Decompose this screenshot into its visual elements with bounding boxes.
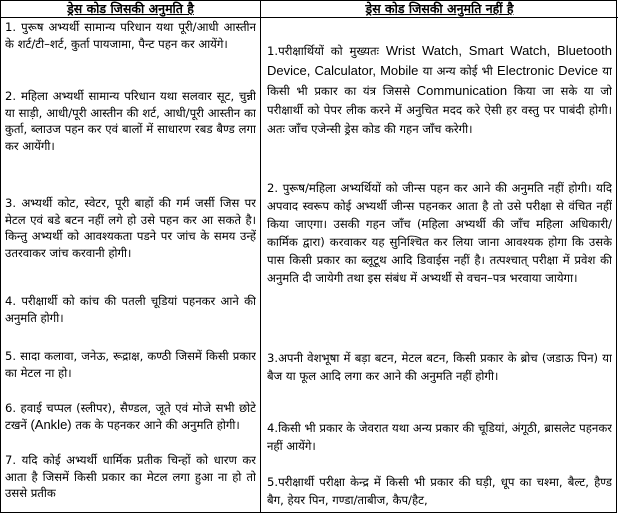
allowed-item-3: 3. अभ्यर्थी कोट, स्वेटर, पूरी बाहों की गर्म जर्सी जिस पर मेटल एवं बडे बटन नहीं लगे हो उसे पहन कर आ सकते है। किन्तु अभ्यर्थी को आवश्यकता पडने पर जांच के समय उन्हें उतरवाकर जांच करवानी होगी। [5,196,256,260]
not-allowed-item-2: 2. पुरूष/महिला अभ्यर्थियों को जीन्स पहन कर आने की अनुमति नहीं होगी। यदि अपवाद स्वरूप कोई अभ्यर्थी जीन्स पहनकर आता है तो उसे परीक्षा से वंचित नहीं किया जाएगा। उसकी गहन जाँच (महिला अभ्यर्थी की जाँच महिला अधिकारी/कार्मिक द्वारा) करवाकर यह सुनिश्चित कर लिया जाना आवश्यक होगा कि उसके पास किसी प्रकार का ब्लूटूथ आदि डिवाईस नहीं है। तत्पश्चात् परीक्षा में प्रवेश की अनुमति दी जायेगी तथा इस संबंध में अभ्यर्थी से वचन–पत्र भरवाया जायेगा। [267,181,612,285]
allowed-item-7: 7. यदि कोई अभ्यर्थी धार्मिक प्रतीक चिन्हों को धारण कर आता है जिसमें किसी प्रकार का मेटल लगा हुआ ना हो तो उससे प्रतीक [5,453,256,500]
allowed-item-1: 1. पुरूष अभ्यर्थी सामान्य परिधान यथा पूरी/आधी आस्तीन के शर्ट/टी–शर्ट, कुर्ता पायजामा, पैन्ट पहन कर आयेंगे। [5,20,256,51]
allowed-header: ड्रेस कोड जिसकी अनुमति है [1,1,260,18]
allowed-column [1,1,261,512]
not-allowed-header: ड्रेस कोड जिसकी अनुमति नहीं है [261,1,618,18]
allowed-item-2: 2. महिला अभ्यर्थी सामान्य परिधान यथा सलवार सूट, चुन्नी या साड़ी, आधी/पूरी आस्तीन की शर्ट, आधी/पूरी आस्तीन का कुर्ता, ब्लाउज पहन कर एवं बालों में साधारण रबड बैण्ड लगा कर आयेंगी। [5,89,256,153]
not-allowed-item-5: 5.परीक्षार्थी परीक्षा केन्द्र में किसी भी प्रकार की घड़ी, धूप का चश्मा, बैल्ट, हैण्ड बैग, हेयर पिन, गण्डा/ताबीज, कैप/हैट, [267,475,612,507]
not-allowed-column [261,1,618,512]
allowed-item-6: 6. हवाई चप्पल (स्लीपर), सैण्डल, जूते एवं मोजे सभी छोटे टखनें (Ankle) तक के पहनकर आने की अनुमति होगी। [5,401,256,432]
allowed-item-5: 5. सादा कलावा, जनेऊ, रूद्राक्ष, कण्ठी जिसमें किसी प्रकार का मेटल ना हो। [5,349,256,380]
not-allowed-item-3: 3.अपनी वेशभूषा में बड़ा बटन, मेटल बटन, किसी प्रकार के ब्रोच (जडाऊ पिन) या बैज या फूल आदि लगा कर आने की अनुमति नहीं होगी। [267,351,612,383]
allowed-item-4: 4. परीक्षार्थी को कांच की पतली चूडियां पहनकर आने की अनुमति होगी। [5,294,256,325]
not-allowed-item-1: 1.परीक्षार्थियों को मुख्यतः Wrist Watch, Smart Watch, Bluetooth Device, Calculator, Mobile या अन्य कोई भी Electronic Device या किसी भी प्रकार का यंत्र जिससे Communication किया जा सके या जो परीक्षार्थी को पेपर लीक करने में अनुचित मदद करे ऐसी हर वस्तु पर पाबंदी होगी। अतः जाँच एजेन्सी ड्रेस कोड की गहन जाँच करेगी। [267,43,612,136]
not-allowed-item-4: 4.किसी भी प्रकार के जेवरात यथा अन्य प्रकार की चूडियां, अंगूठी, ब्रासलेट पहनकर नहीं आयेंगे। [267,421,612,453]
